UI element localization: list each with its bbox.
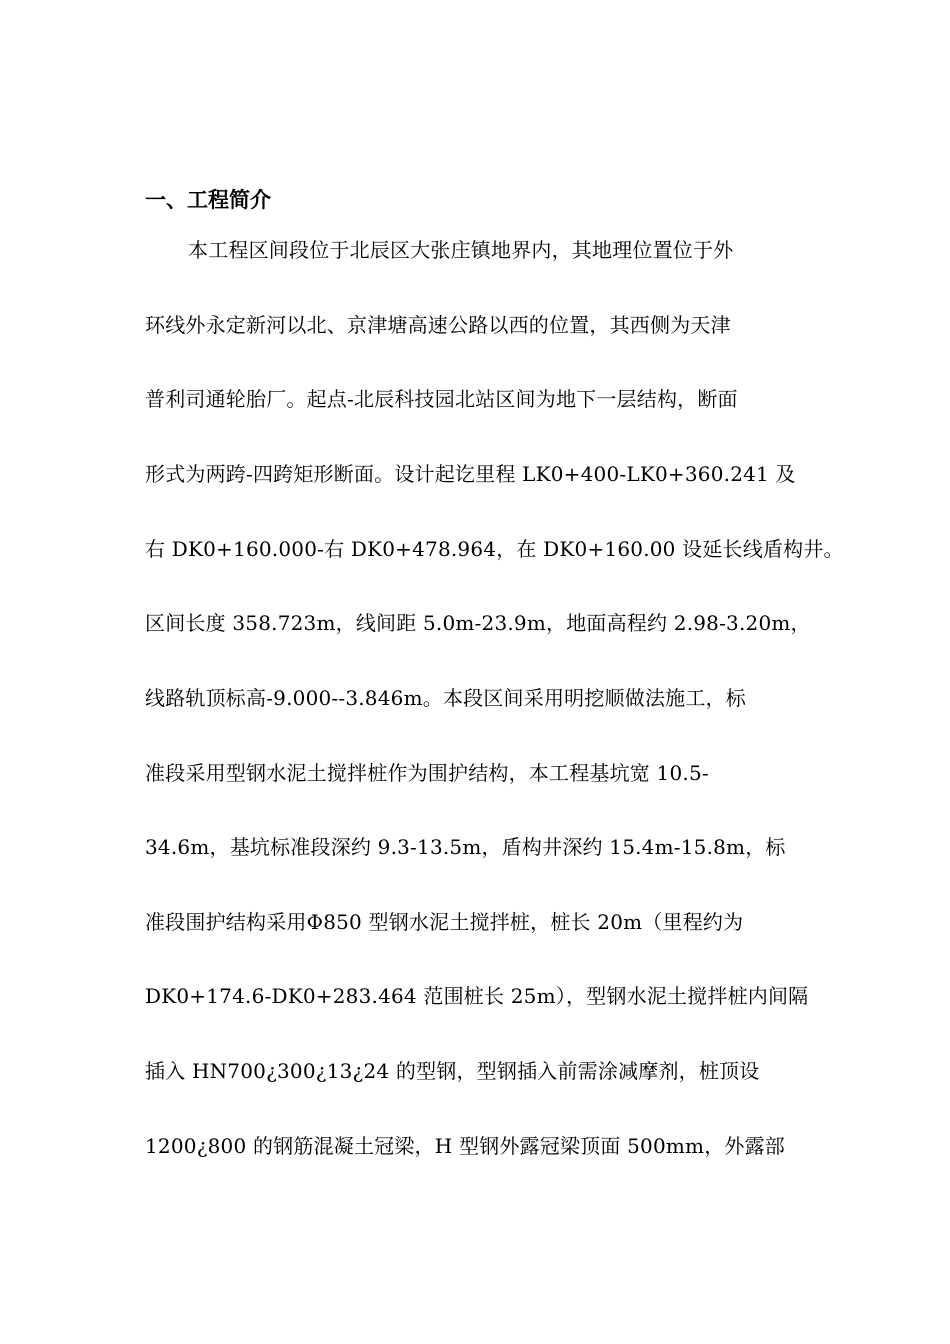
- paragraph-line: 形式为两跨-四跨矩形断面。设计起讫里程 LK0+400-LK0+360.241 及: [145, 462, 796, 486]
- paragraph-line: 插入 HN700¿300¿13¿24 的型钢，型钢插入前需涂减摩剂，桩顶设: [145, 1059, 760, 1083]
- paragraph-line: 环线外永定新河以北、京津塘高速公路以西的位置，其西侧为天津: [145, 313, 731, 337]
- paragraph-line: 准段围护结构采用Φ850 型钢水泥土搅拌桩，桩长 20m（里程约为: [145, 910, 744, 934]
- paragraph-line: 右 DK0+160.000-右 DK0+478.964，在 DK0+160.00 设延长线盾构井。: [145, 537, 844, 561]
- paragraph-line: 准段采用型钢水泥土搅拌桩作为围护结构，本工程基坑宽 10.5-: [145, 761, 709, 785]
- paragraph-line: 1200¿800 的钢筋混凝土冠梁，H 型钢外露冠梁顶面 500mm，外露部: [145, 1134, 786, 1158]
- paragraph-line: 本工程区间段位于北辰区大张庄镇地界内，其地理位置位于外: [188, 238, 734, 262]
- paragraph-line: 区间长度 358.723m，线间距 5.0m-23.9m，地面高程约 2.98-3.20m，: [145, 611, 811, 635]
- paragraph-line: 普利司通轮胎厂。起点-北辰科技园北站区间为地下一层结构，断面: [145, 387, 738, 411]
- paragraph-line: 线路轨顶标高-9.000--3.846m。本段区间采用明挖顺做法施工，标: [145, 686, 746, 710]
- paragraph-line: 34.6m，基坑标准段深约 9.3-13.5m，盾构井深约 15.4m-15.8m，标: [145, 835, 786, 859]
- section-heading: 一、工程简介: [145, 188, 271, 212]
- paragraph-line: DK0+174.6-DK0+283.464 范围桩长 25m），型钢水泥土搅拌桩内间隔: [145, 984, 809, 1008]
